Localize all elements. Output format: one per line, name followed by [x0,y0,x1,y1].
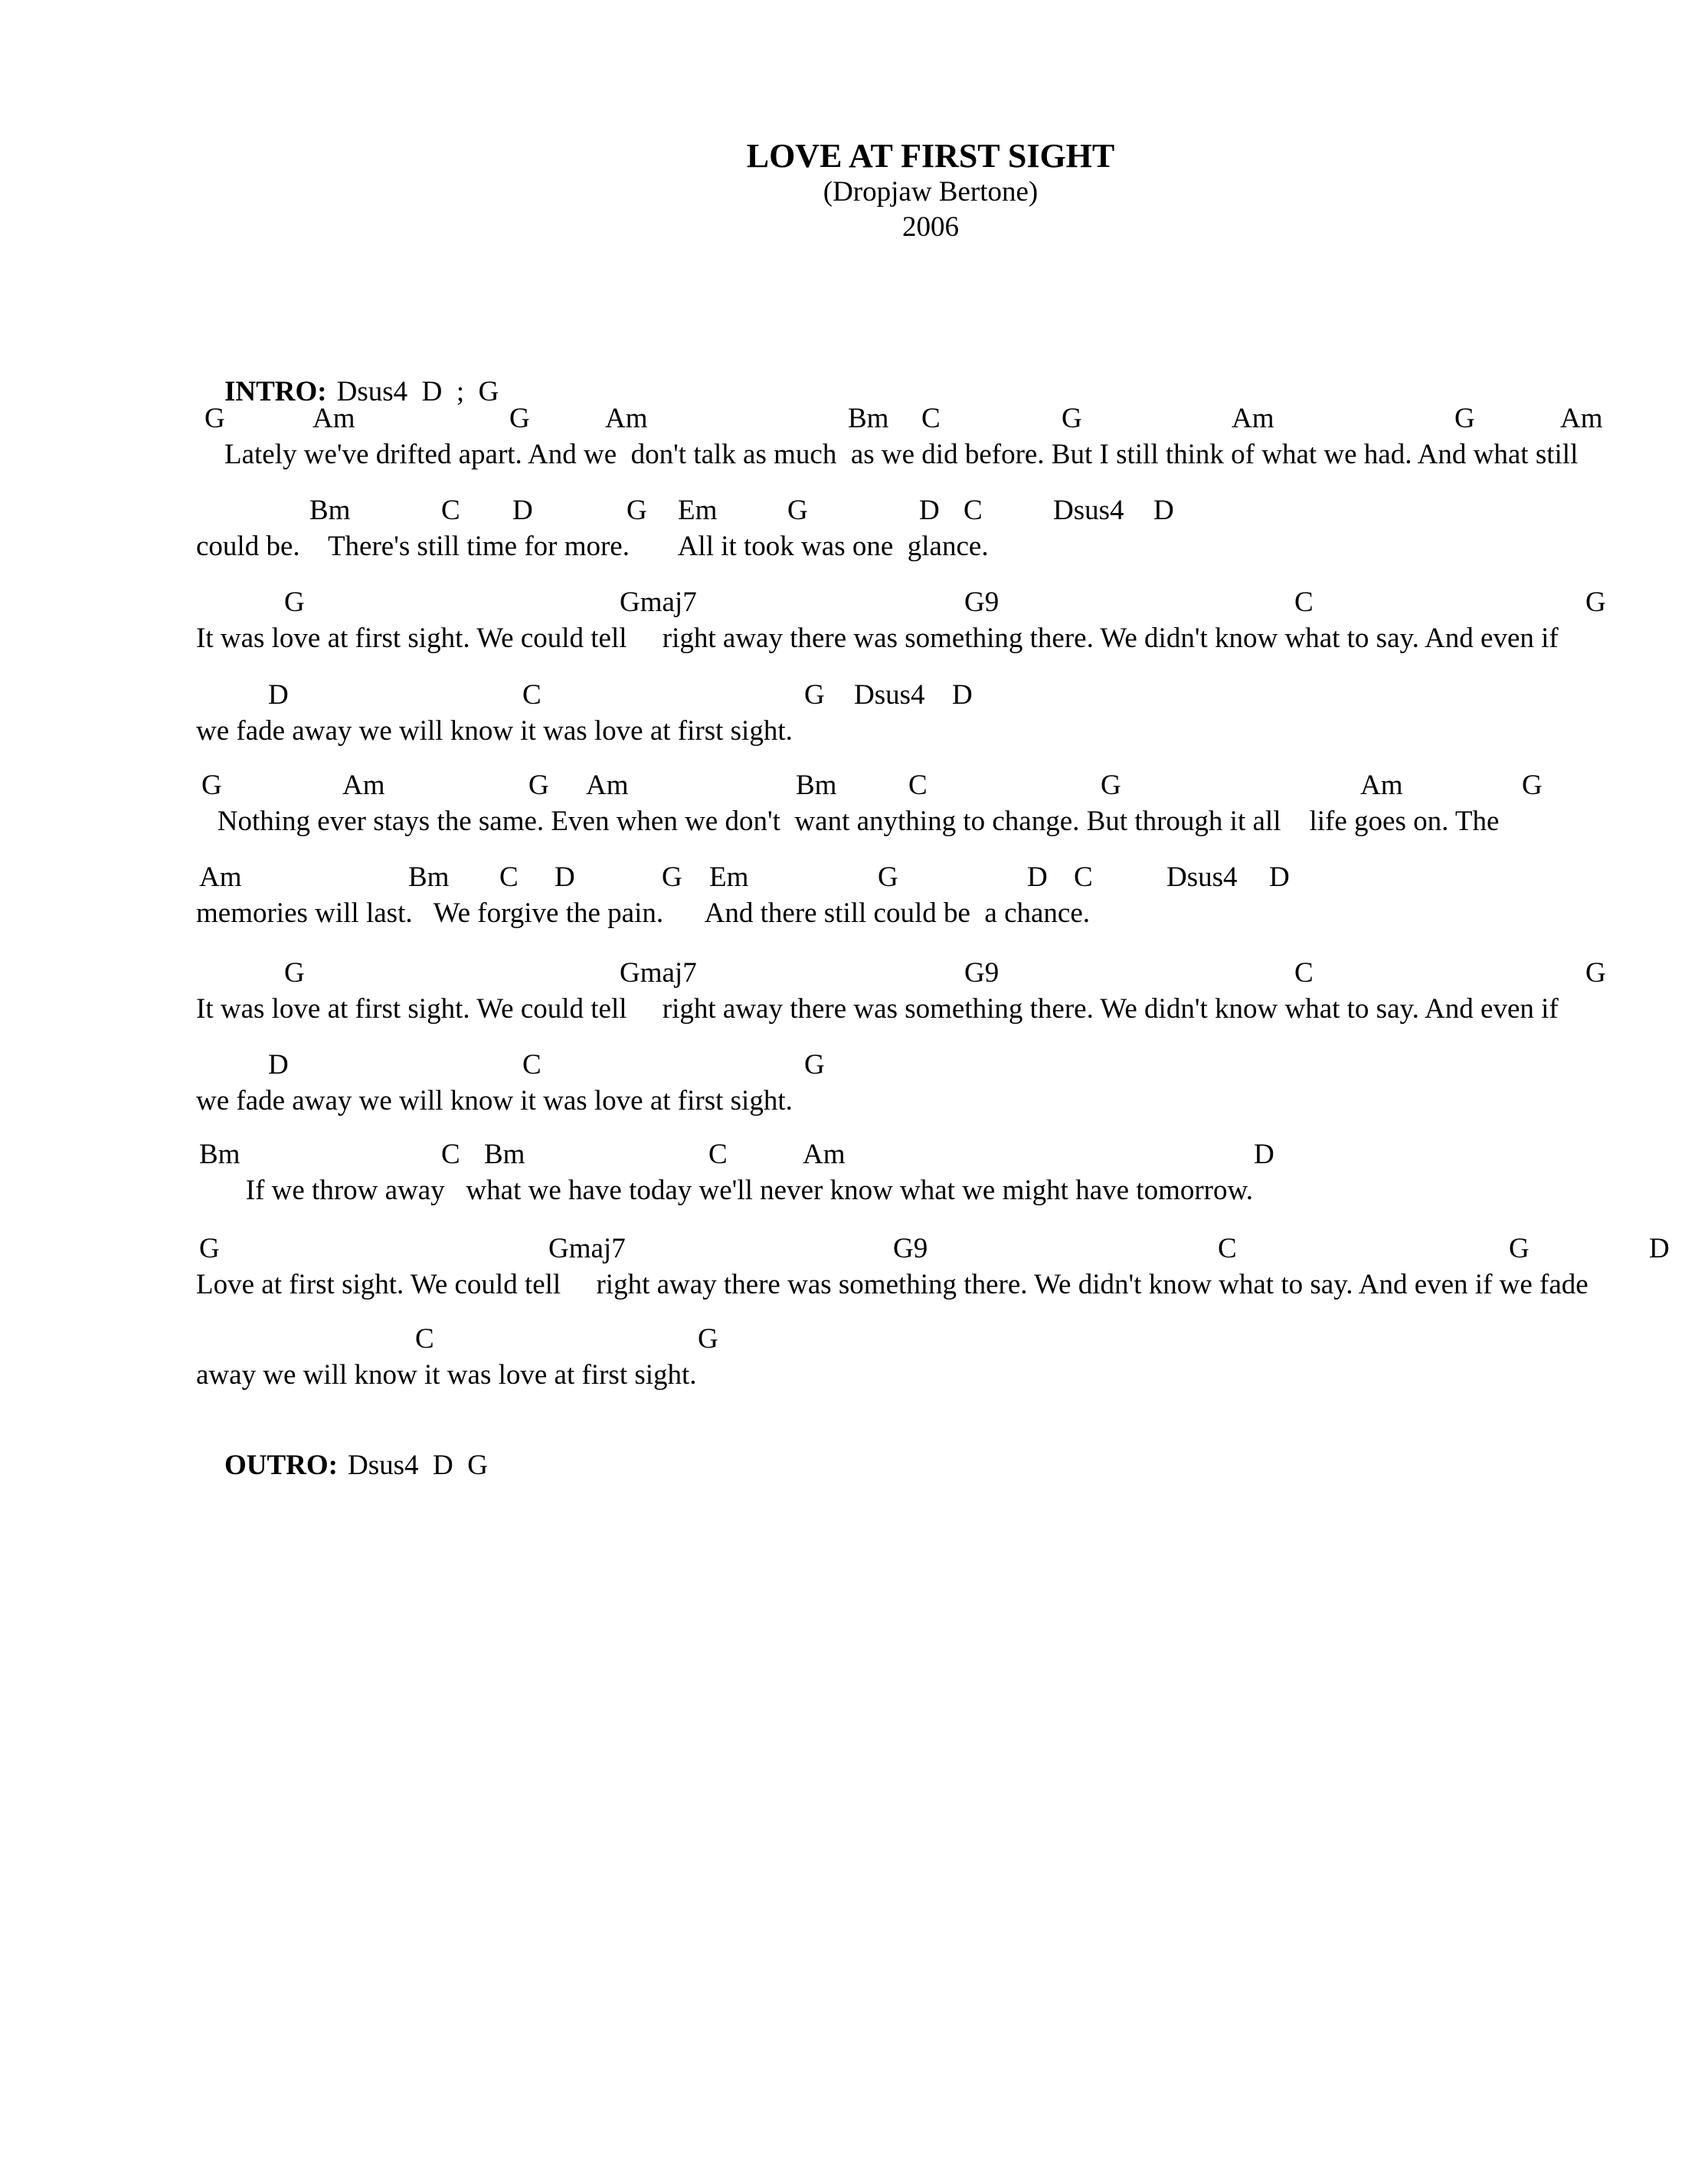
chord-label: C [1294,957,1314,989]
outro-line [196,1416,488,1515]
chord-label: G [1585,587,1606,618]
chord-label: Dsus4 [1053,495,1124,526]
chord-label: G9 [964,957,1000,989]
chord-label: Am [1560,403,1603,434]
chord-row [0,402,1685,438]
chord-label: Am [199,862,242,893]
chord-label: Bm [848,403,889,434]
chord-label: Em [678,495,718,526]
chord-label: G [201,770,222,801]
chord-label: Gmaj7 [548,1233,626,1264]
chord-label: C [1218,1233,1237,1264]
chord-label: C [908,770,928,801]
chord-label: G [787,495,808,526]
chord-row [0,1048,1685,1084]
chord-label: D [1254,1139,1274,1170]
song-year: 2006 [902,211,959,243]
intro-chords: Dsus4 D ; G [336,376,499,407]
chord-label: Bm [408,862,450,893]
chord-label: G [804,1049,825,1081]
lyric-line: It was love at first sight. We could tell right away there was something there. We didn't know what to say. And even if [196,993,1559,1025]
chord-lyric-line [0,402,1685,471]
song-artist: (Dropjaw Bertone) [823,176,1039,208]
chord-label: Am [586,770,629,801]
chord-label: G [204,403,225,434]
chord-label: D [268,679,289,711]
chord-row [0,494,1685,530]
chord-label: D [268,1049,289,1081]
chord-label: G [509,403,530,434]
chord-label: C [522,1049,541,1081]
chord-label: Am [312,403,355,434]
chord-lyric-line [0,586,1685,655]
chord-label: G9 [964,587,1000,618]
chord-label: G [1522,770,1543,801]
chord-label: C [415,1323,434,1355]
chord-label: D [1027,862,1048,893]
chord-label: Bm [199,1139,240,1170]
chord-row [0,769,1685,805]
chord-label: G [627,495,647,526]
chord-label: Am [803,1139,846,1170]
chord-label: C [921,403,941,434]
chord-label: G [1585,957,1606,989]
lyric-line: we fade away we will know it was love at first sight. [196,1085,793,1117]
chord-label: D [1649,1233,1670,1264]
lyric-line: Nothing ever stays the same. Even when we don't want anything to change. But through it all life goes on. The [196,806,1500,837]
chord-label: G [1101,770,1121,801]
chord-label: D [952,679,973,711]
outro-chords: Dsus4 D G [348,1450,488,1481]
chord-label: C [499,862,519,893]
chord-label: G [804,679,825,711]
lyric-line: we fade away we will know it was love at first sight. [196,715,793,747]
lyric-line: away we will know it was love at first sight. [196,1359,697,1391]
lyric-line: memories will last. We forgive the pain. And there still could be a chance. [196,897,1091,929]
chord-label: G [199,1233,220,1264]
chord-label: Em [709,862,749,893]
chord-label: C [1294,587,1314,618]
chord-lyric-line [0,1322,1685,1391]
lyric-line: Love at first sight. We could tell right away there was something there. We didn't know what to say. And even if we fade [196,1269,1588,1300]
chord-label: Gmaj7 [620,587,697,618]
chord-row [0,956,1685,992]
chord-label: Am [342,770,385,801]
chord-row [0,1138,1685,1174]
chord-label: D [1269,862,1290,893]
chord-label: Bm [796,770,837,801]
chord-label: Dsus4 [854,679,925,711]
chord-label: G [284,587,305,618]
chord-label: D [512,495,533,526]
chord-label: Am [605,403,648,434]
chord-label: Gmaj7 [620,957,697,989]
outro-label: OUTRO: [224,1450,338,1481]
chord-row [0,861,1685,897]
chord-label: C [441,1139,460,1170]
song-title: LOVE AT FIRST SIGHT [746,137,1115,175]
chord-label: Bm [309,495,351,526]
chord-label: C [441,495,460,526]
chord-label: G [1509,1233,1530,1264]
chord-row [0,586,1685,622]
chord-label: G [528,770,549,801]
chord-label: Am [1360,770,1403,801]
chord-row [0,678,1685,714]
chord-label: D [919,495,940,526]
chord-lyric-line [0,956,1685,1025]
chord-label: G [284,957,305,989]
chord-lyric-line [0,1138,1685,1207]
title-block [184,138,1677,245]
chord-label: Dsus4 [1166,862,1238,893]
chord-label: G [698,1323,718,1355]
chord-label: D [1153,495,1174,526]
chord-label: G [662,862,682,893]
chord-lyric-line [0,678,1685,747]
lyric-line: could be. There's still time for more. All it took was one glance. [196,531,989,562]
chord-label: G9 [893,1233,928,1264]
chord-label: C [708,1139,728,1170]
lyric-line: Lately we've drifted apart. And we don't talk as much as we did before. But I still think of what we had. And what still [196,439,1579,470]
chord-row [0,1232,1685,1268]
chord-label: C [964,495,983,526]
chord-label: C [522,679,541,711]
lyric-line: If we throw away what we have today we'll never know what we might have tomorrow. [196,1175,1254,1206]
chord-lyric-line [0,861,1685,930]
chord-lyric-line [0,494,1685,563]
chord-lyric-line [0,1048,1685,1117]
chord-label: G [1062,403,1082,434]
lyric-line: It was love at first sight. We could tell right away there was something there. We didn't know what to say. And even if [196,623,1559,654]
intro-label: INTRO: [224,376,327,407]
chord-label: Am [1232,403,1274,434]
chord-label: G [878,862,898,893]
chord-lyric-line [0,1232,1685,1301]
chord-label: Bm [484,1139,525,1170]
chord-lyric-line [0,769,1685,838]
chord-label: C [1074,862,1093,893]
chord-label: D [555,862,575,893]
chord-label: G [1454,403,1475,434]
chord-row [0,1322,1685,1358]
